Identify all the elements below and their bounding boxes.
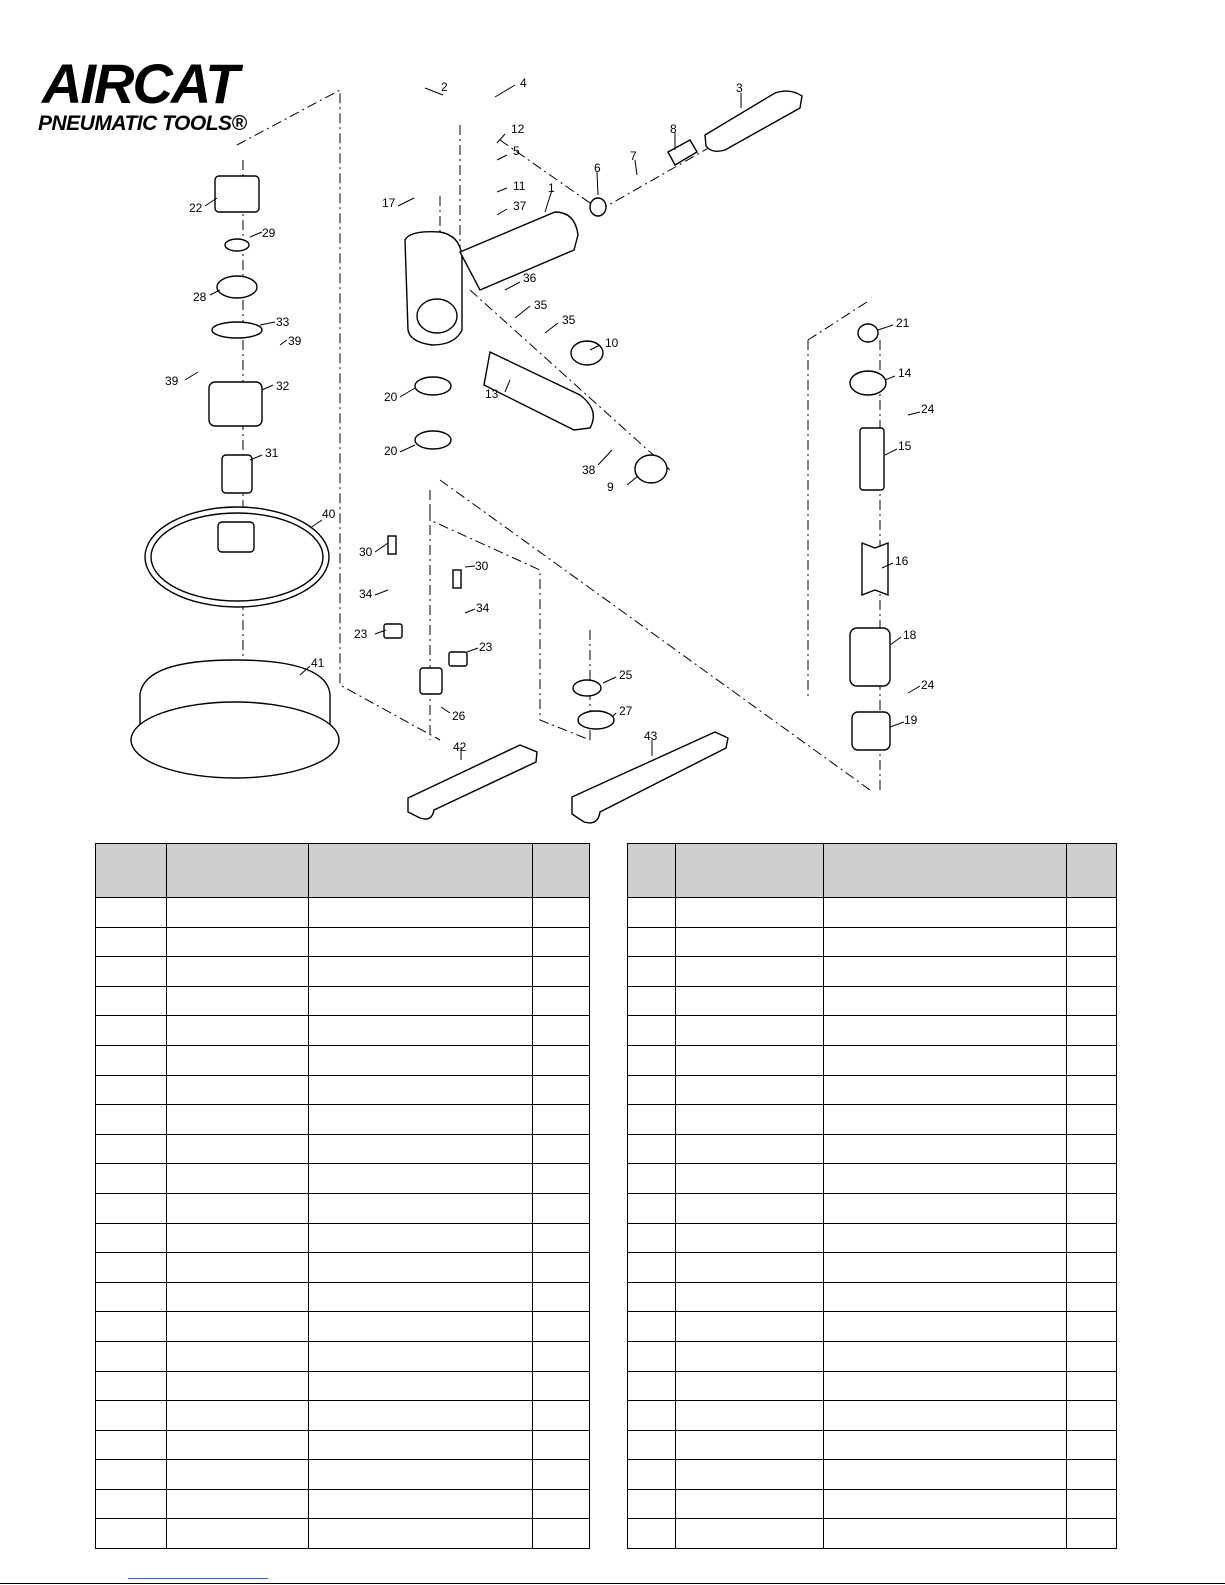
table-row <box>96 1016 590 1046</box>
table-cell <box>1067 898 1117 928</box>
table-cell <box>167 1401 309 1431</box>
table-cell <box>676 1401 824 1431</box>
table-row <box>628 986 1117 1016</box>
callout-label: 2 <box>441 80 448 94</box>
table-cell <box>309 986 533 1016</box>
table-cell <box>628 1282 676 1312</box>
table-cell <box>96 1105 167 1135</box>
callout-label: 10 <box>605 336 619 350</box>
table-cell <box>96 1460 167 1490</box>
table-cell <box>309 1489 533 1519</box>
table-cell <box>676 1371 824 1401</box>
table-cell <box>167 1075 309 1105</box>
table-cell <box>628 1460 676 1490</box>
header-cell <box>533 844 590 898</box>
table-cell <box>628 1016 676 1046</box>
table-cell <box>676 1223 824 1253</box>
table-row <box>628 1045 1117 1075</box>
table-cell <box>824 927 1067 957</box>
table-row <box>628 898 1117 928</box>
table-cell <box>309 927 533 957</box>
callout-label: 11 <box>513 179 526 193</box>
table-cell <box>533 1193 590 1223</box>
table-row <box>628 1401 1117 1431</box>
table-cell <box>167 1519 309 1549</box>
callout-label: 3 <box>736 81 743 95</box>
table-cell <box>96 1134 167 1164</box>
table-row <box>96 1164 590 1194</box>
callout-label: 28 <box>193 290 207 304</box>
table-cell <box>167 1223 309 1253</box>
table-row <box>96 1371 590 1401</box>
table-cell <box>676 1312 824 1342</box>
table-cell <box>533 1164 590 1194</box>
table-row <box>628 1371 1117 1401</box>
table-row <box>628 1489 1117 1519</box>
table-cell <box>309 1253 533 1283</box>
table-row <box>96 1341 590 1371</box>
table-cell <box>676 957 824 987</box>
callout-label: 37 <box>513 199 527 213</box>
header-cell <box>628 844 676 898</box>
table-cell <box>1067 986 1117 1016</box>
table-cell <box>309 1401 533 1431</box>
table-cell <box>533 1016 590 1046</box>
table-cell <box>533 957 590 987</box>
table-cell <box>96 927 167 957</box>
table-row <box>96 1134 590 1164</box>
callout-label: 42 <box>453 740 467 754</box>
table-cell <box>309 1341 533 1371</box>
callout-label: 14 <box>898 366 912 380</box>
table-row <box>628 1134 1117 1164</box>
table-cell <box>533 1312 590 1342</box>
callout-label: 12 <box>511 122 525 136</box>
table-cell <box>628 1371 676 1401</box>
table-cell <box>167 1045 309 1075</box>
table-row <box>96 957 590 987</box>
table-cell <box>1067 1134 1117 1164</box>
callout-label: 18 <box>903 628 917 642</box>
table-cell <box>167 957 309 987</box>
callout-label: 9 <box>607 480 614 494</box>
table-cell <box>96 1430 167 1460</box>
table-cell <box>628 1430 676 1460</box>
table-cell <box>824 1045 1067 1075</box>
table-row <box>628 1193 1117 1223</box>
table-cell <box>167 1134 309 1164</box>
table-cell <box>167 1341 309 1371</box>
table-row <box>96 1519 590 1549</box>
table-cell <box>676 898 824 928</box>
table-cell <box>628 1401 676 1431</box>
table-row <box>96 1223 590 1253</box>
callout-label: 31 <box>265 446 279 460</box>
callout-label: 27 <box>619 704 633 718</box>
table-row <box>628 1016 1117 1046</box>
table-cell <box>96 1519 167 1549</box>
table-cell <box>533 1223 590 1253</box>
header-cell <box>824 844 1067 898</box>
table-cell <box>309 1105 533 1135</box>
callout-label: 17 <box>382 196 396 210</box>
table-row <box>628 1341 1117 1371</box>
table-cell <box>628 986 676 1016</box>
table-cell <box>533 1105 590 1135</box>
callout-label: 6 <box>594 161 601 175</box>
table-cell <box>824 1430 1067 1460</box>
table-cell <box>1067 1223 1117 1253</box>
callout-label: 15 <box>898 439 912 453</box>
table-cell <box>676 1105 824 1135</box>
table-cell <box>824 898 1067 928</box>
table-row <box>96 1401 590 1431</box>
table-cell <box>309 1519 533 1549</box>
table-cell <box>628 1134 676 1164</box>
table-cell <box>96 1282 167 1312</box>
table-cell <box>1067 1045 1117 1075</box>
callout-label: 30 <box>359 545 373 559</box>
table-cell <box>676 1341 824 1371</box>
callout-label: 22 <box>189 201 203 215</box>
table-cell <box>824 1016 1067 1046</box>
table-cell <box>676 986 824 1016</box>
callout-label: 24 <box>921 402 935 416</box>
table-row <box>96 1253 590 1283</box>
table-cell <box>309 1371 533 1401</box>
callout-label: 16 <box>895 554 909 568</box>
table-cell <box>824 1223 1067 1253</box>
table-cell <box>676 1045 824 1075</box>
table-cell <box>533 1371 590 1401</box>
table-cell <box>676 1430 824 1460</box>
table-row <box>628 927 1117 957</box>
table-cell <box>309 1223 533 1253</box>
callout-label: 5 <box>513 144 520 158</box>
callout-label: 32 <box>276 379 290 393</box>
table-cell <box>167 1253 309 1283</box>
table-cell <box>1067 1312 1117 1342</box>
callout-label: 38 <box>582 463 596 477</box>
table-cell <box>628 1312 676 1342</box>
table-row <box>96 898 590 928</box>
footer-link-underline[interactable] <box>128 1578 268 1579</box>
callout-label: 34 <box>476 601 490 615</box>
table-cell <box>628 957 676 987</box>
table-cell <box>824 1371 1067 1401</box>
table-cell <box>167 1282 309 1312</box>
table-cell <box>96 1489 167 1519</box>
table-cell <box>167 1193 309 1223</box>
table-row <box>628 1223 1117 1253</box>
table-cell <box>309 1134 533 1164</box>
table-row <box>628 1105 1117 1135</box>
table-cell <box>824 1489 1067 1519</box>
table-cell <box>628 1223 676 1253</box>
table-cell <box>1067 1193 1117 1223</box>
table-row <box>96 1430 590 1460</box>
callout-label: 33 <box>276 315 290 329</box>
table-row <box>96 927 590 957</box>
table-row <box>96 986 590 1016</box>
table-cell <box>628 1075 676 1105</box>
logo-wordmark: AIRCAT <box>42 52 238 115</box>
table-cell <box>1067 1371 1117 1401</box>
table-cell <box>309 957 533 987</box>
header-cell <box>167 844 309 898</box>
table-cell <box>824 957 1067 987</box>
table-cell <box>1067 1341 1117 1371</box>
table-cell <box>628 1164 676 1194</box>
table-cell <box>533 986 590 1016</box>
callout-label: 35 <box>534 298 548 312</box>
header-cell <box>309 844 533 898</box>
callout-label: 21 <box>896 316 910 330</box>
table-cell <box>824 1164 1067 1194</box>
callout-label: 20 <box>384 390 398 404</box>
table-cell <box>309 1282 533 1312</box>
table-cell <box>167 898 309 928</box>
logo-subtitle: PNEUMATIC TOOLS® <box>38 112 247 135</box>
callout-label: 4 <box>520 76 527 90</box>
table-cell <box>1067 1282 1117 1312</box>
table-cell <box>96 957 167 987</box>
table-cell <box>676 1460 824 1490</box>
table-cell <box>628 1193 676 1223</box>
table-row <box>628 1075 1117 1105</box>
callout-label: 43 <box>644 729 658 743</box>
table-cell <box>628 898 676 928</box>
table-cell <box>309 1016 533 1046</box>
table-cell <box>1067 1075 1117 1105</box>
callout-label: 19 <box>904 713 918 727</box>
table-cell <box>96 1253 167 1283</box>
table-cell <box>533 1253 590 1283</box>
callout-label: 34 <box>359 587 373 601</box>
table-cell <box>309 1460 533 1490</box>
table-cell <box>533 1460 590 1490</box>
table-cell <box>533 1134 590 1164</box>
callout-label: 39 <box>165 374 179 388</box>
table-cell <box>628 1489 676 1519</box>
header-cell <box>1067 844 1117 898</box>
table-row <box>96 1045 590 1075</box>
table-cell <box>96 1401 167 1431</box>
table-cell <box>167 1489 309 1519</box>
table-cell <box>824 1460 1067 1490</box>
table-row <box>96 1489 590 1519</box>
table-cell <box>96 986 167 1016</box>
table-cell <box>167 1164 309 1194</box>
table-cell <box>1067 957 1117 987</box>
callout-label: 26 <box>452 709 466 723</box>
table-row <box>96 1075 590 1105</box>
header-cell <box>96 844 167 898</box>
parts-table-left <box>95 843 590 1549</box>
table-cell <box>824 986 1067 1016</box>
callout-label: 30 <box>475 559 489 573</box>
callout-label: 41 <box>311 656 325 670</box>
table-row <box>96 1460 590 1490</box>
table-header-row <box>96 844 590 898</box>
table-row <box>628 1519 1117 1549</box>
footer-rule <box>0 1583 1225 1584</box>
table-cell <box>533 927 590 957</box>
table-cell <box>533 1489 590 1519</box>
table-cell <box>309 1193 533 1223</box>
table-row <box>628 1312 1117 1342</box>
table-cell <box>96 1045 167 1075</box>
table-cell <box>824 1134 1067 1164</box>
table-cell <box>824 1312 1067 1342</box>
table-cell <box>1067 1253 1117 1283</box>
table-cell <box>628 1105 676 1135</box>
table-cell <box>96 1223 167 1253</box>
table-row <box>96 1193 590 1223</box>
table-cell <box>533 1282 590 1312</box>
table-cell <box>1067 927 1117 957</box>
table-cell <box>1067 1401 1117 1431</box>
table-cell <box>533 898 590 928</box>
callout-label: 40 <box>322 507 336 521</box>
callout-label: 1 <box>548 181 555 195</box>
table-cell <box>96 898 167 928</box>
table-row <box>96 1312 590 1342</box>
callout-label: 25 <box>619 668 633 682</box>
table-cell <box>676 1193 824 1223</box>
table-cell <box>309 1430 533 1460</box>
callout-label: 7 <box>630 149 637 163</box>
table-cell <box>167 986 309 1016</box>
table-cell <box>676 1519 824 1549</box>
table-cell <box>167 1105 309 1135</box>
table-cell <box>96 1164 167 1194</box>
table-cell <box>533 1519 590 1549</box>
table-cell <box>628 1519 676 1549</box>
header-cell <box>676 844 824 898</box>
callout-label: 36 <box>523 271 537 285</box>
table-row <box>628 1430 1117 1460</box>
table-row <box>96 1105 590 1135</box>
callout-label: 8 <box>670 122 677 136</box>
table-cell <box>824 1519 1067 1549</box>
table-cell <box>676 1253 824 1283</box>
table-cell <box>96 1075 167 1105</box>
table-row <box>96 1282 590 1312</box>
table-cell <box>676 1016 824 1046</box>
table-cell <box>1067 1430 1117 1460</box>
table-cell <box>1067 1164 1117 1194</box>
table-row <box>628 1282 1117 1312</box>
table-cell <box>824 1341 1067 1371</box>
table-cell <box>533 1401 590 1431</box>
table-cell <box>1067 1016 1117 1046</box>
table-cell <box>676 927 824 957</box>
callout-label: 35 <box>562 313 576 327</box>
table-row <box>628 957 1117 987</box>
table-cell <box>96 1341 167 1371</box>
table-cell <box>96 1016 167 1046</box>
table-cell <box>824 1105 1067 1135</box>
table-cell <box>167 927 309 957</box>
table-cell <box>824 1282 1067 1312</box>
callout-label: 20 <box>384 444 398 458</box>
table-cell <box>628 1341 676 1371</box>
table-cell <box>676 1282 824 1312</box>
table-cell <box>824 1401 1067 1431</box>
table-cell <box>167 1371 309 1401</box>
table-row <box>628 1253 1117 1283</box>
table-cell <box>628 1253 676 1283</box>
table-cell <box>628 927 676 957</box>
callout-label: 23 <box>354 627 368 641</box>
table-cell <box>167 1430 309 1460</box>
table-cell <box>533 1075 590 1105</box>
table-cell <box>167 1016 309 1046</box>
table-cell <box>309 1164 533 1194</box>
table-cell <box>676 1134 824 1164</box>
table-cell <box>96 1371 167 1401</box>
table-cell <box>1067 1105 1117 1135</box>
table-cell <box>676 1164 824 1194</box>
table-cell <box>167 1312 309 1342</box>
table-cell <box>1067 1519 1117 1549</box>
table-cell <box>533 1430 590 1460</box>
table-cell <box>824 1253 1067 1283</box>
table-row <box>628 1164 1117 1194</box>
table-cell <box>628 1045 676 1075</box>
callout-label: 39 <box>288 334 302 348</box>
table-cell <box>309 1075 533 1105</box>
table-cell <box>1067 1489 1117 1519</box>
table-cell <box>676 1489 824 1519</box>
table-cell <box>309 1312 533 1342</box>
table-cell <box>533 1045 590 1075</box>
table-cell <box>309 898 533 928</box>
table-cell <box>167 1460 309 1490</box>
callout-label: 24 <box>921 678 935 692</box>
callout-label: 29 <box>262 226 276 240</box>
table-cell <box>96 1193 167 1223</box>
table-cell <box>309 1045 533 1075</box>
table-cell <box>96 1312 167 1342</box>
callout-label: 23 <box>479 640 493 654</box>
table-cell <box>676 1075 824 1105</box>
table-row <box>628 1460 1117 1490</box>
callout-label: 13 <box>485 387 499 401</box>
table-cell <box>1067 1460 1117 1490</box>
table-cell <box>533 1341 590 1371</box>
table-cell <box>824 1193 1067 1223</box>
parts-table-right <box>627 843 1117 1549</box>
table-cell <box>824 1075 1067 1105</box>
table-header-row <box>628 844 1117 898</box>
